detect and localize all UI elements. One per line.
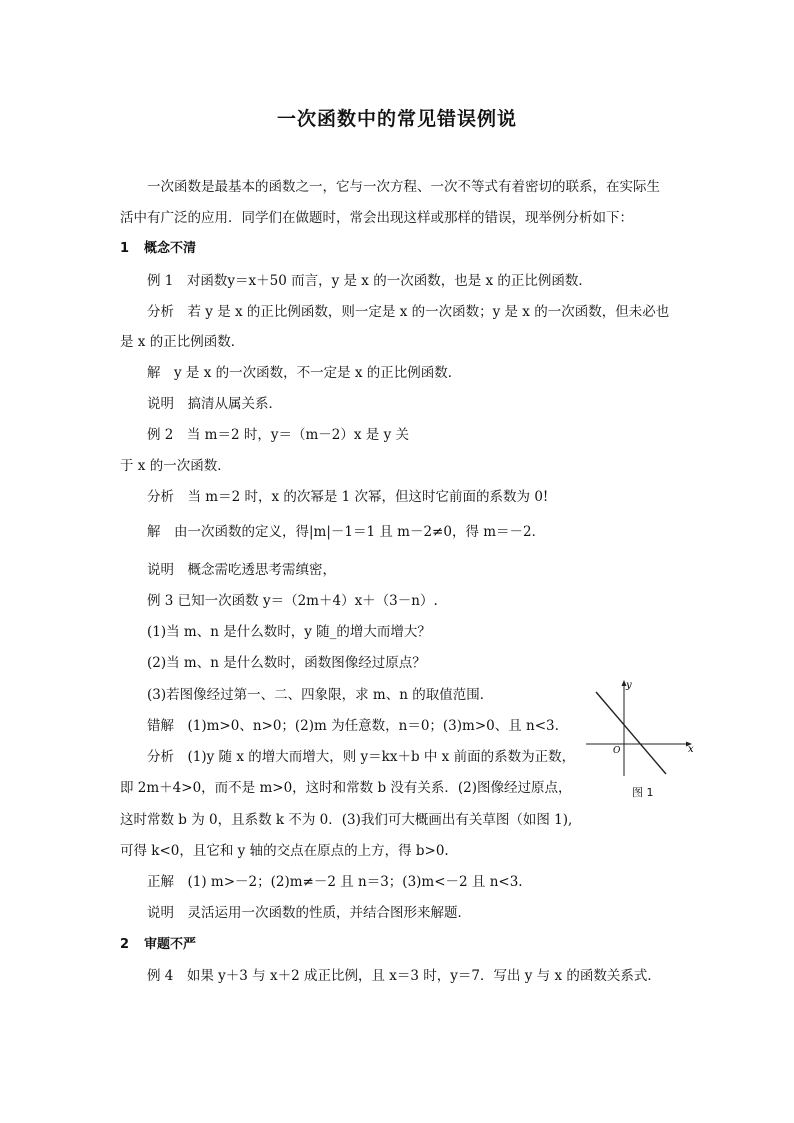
example-2-note: 说明 概念需吃透思考需缜密， xyxy=(147,562,336,578)
example-1-analysis-line-1: 分析 若 y 是 x 的正比例函数，则一定是 x 的一次函数；y 是 x 的一次函数，但未必也 xyxy=(147,304,670,320)
section-number: 2 xyxy=(120,937,130,952)
example-2-statement-line-1: 例 2 当 m＝2 时，y＝（m－2）x 是 y 关 xyxy=(147,427,409,443)
example-2-analysis: 分析 当 m＝2 时，x 的次幂是 1 次幂，但这时它前面的系数为 0! xyxy=(147,489,549,505)
example-1-statement: 例 1 对函数y＝x＋50 而言，y 是 x 的一次函数，也是 x 的正比例函数． xyxy=(147,273,592,289)
x-axis-label: x xyxy=(688,744,694,755)
section-heading-2 xyxy=(120,936,196,954)
example-3-analysis-line-3: 这时常数 b 为 0，且系数 k 不为 0．(3)我们可大概画出有关草图（如图 1), xyxy=(120,812,573,828)
example-1-solution: 解 y 是 x 的一次函数，不一定是 x 的正比例函数． xyxy=(147,365,462,381)
figure-1-graph xyxy=(584,680,694,800)
example-3-question-1: (1)当 m、n 是什么数时，y 随_的增大而增大？ xyxy=(147,624,431,640)
example-3-note: 说明 灵活运用一次函数的性质，并结合图形来解题． xyxy=(147,905,471,921)
example-2-statement-line-2: 于 x 的一次函数． xyxy=(120,458,231,474)
example-1-analysis-line-2: 是 x 的正比例函数． xyxy=(120,334,245,350)
y-axis-label: y xyxy=(626,680,632,691)
example-1-note: 说明 搞清从属关系． xyxy=(147,396,282,412)
example-3-analysis-line-2: 即 2m＋4>0，而不是 m>0，这时和常数 b 没有关系．(2)图像经过原点， xyxy=(120,780,572,796)
section-number: 1 xyxy=(120,241,130,256)
intro-line-2: 活中有广泛的应用．同学们在做题时，常会出现这样或那样的错误，现举例分析如下： xyxy=(120,210,633,226)
page-title: 一次函数中的常见错误例说 xyxy=(276,108,517,130)
example-3-wrong-solution: 错解 (1)m>0、n>0；(2)m 为任意数，n＝0；(3)m>0、且 n<3. xyxy=(147,718,559,734)
function-line xyxy=(596,692,666,774)
example-3-statement: 例 3 已知一次函数 y＝（2m＋4）x＋（3－n）. xyxy=(147,593,438,609)
intro-line-1: 一次函数是最基本的函数之一，它与一次方程、一次不等式有着密切的联系，在实际生 xyxy=(147,179,660,195)
example-3-analysis-line-4: 可得 k<0，且它和 y 轴的交点在原点的上方，得 b>0. xyxy=(120,843,449,859)
example-3-correct-solution: 正解 (1) m>－2；(2)m≠－2 且 n＝3；(3)m<－2 且 n<3. xyxy=(147,874,523,890)
section-title: 概念不清 xyxy=(144,241,197,256)
example-4-statement: 例 4 如果 y＋3 与 x＋2 成正比例，且 x＝3 时，y＝7．写出 y 与 x 的函数关系式． xyxy=(147,968,661,984)
origin-label: O xyxy=(613,746,621,756)
example-3-question-2: (2)当 m、n 是什么数时，函数图像经过原点？ xyxy=(147,655,426,671)
example-3-question-3: (3)若图像经过第一、二、四象限，求 m、n 的取值范围． xyxy=(147,687,494,703)
example-3-analysis-line-1: 分析 (1)y 随 x 的增大而增大，则 y＝kx＋b 中 x 前面的系数为正数， xyxy=(147,749,576,765)
section-heading-1 xyxy=(120,240,196,258)
figure-1-caption: 图 1 xyxy=(632,786,654,799)
section-title: 审题不严 xyxy=(144,937,197,952)
example-2-solution: 解 由一次函数的定义，得|m|－1＝1 且 m－2≠0，得 m＝－2． xyxy=(147,524,546,540)
